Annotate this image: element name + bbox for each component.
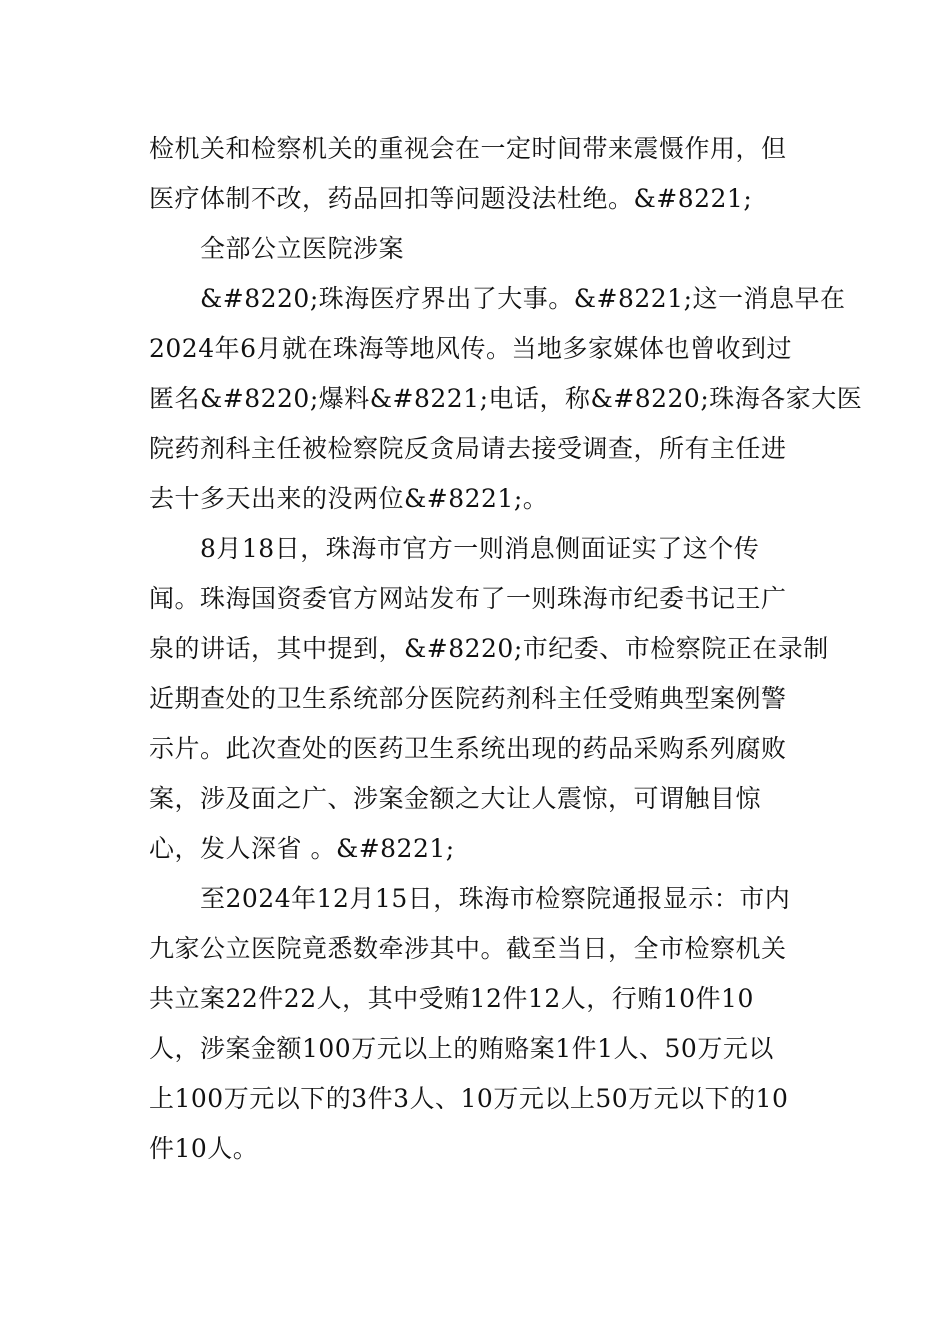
text-line: 匿名&#8220;爆料&#8221;电话，称&#8220;珠海各家大医 (149, 384, 863, 413)
text-line: 九家公立医院竟悉数牵涉其中。截至当日，全市检察机关 (149, 934, 787, 963)
text-line: 件10人。 (149, 1134, 259, 1163)
text-line: 泉的讲话，其中提到，&#8220;市纪委、市检察院正在录制 (149, 634, 829, 663)
text-line: 院药剂科主任被检察院反贪局请去接受调查，所有主任进 (149, 434, 787, 463)
text-line: 8月18日，珠海市官方一则消息侧面证实了这个传 (200, 534, 760, 563)
text-line: 检机关和检察机关的重视会在一定时间带来震慑作用，但 (149, 134, 787, 163)
section-heading: 全部公立医院涉案 (200, 234, 405, 263)
text-line: 案，涉及面之广、涉案金额之大让人震惊，可谓触目惊 (149, 784, 762, 813)
text-line: 心，发人深省 。&#8221; (149, 834, 455, 863)
text-line: 2024年6月就在珠海等地风传。当地多家媒体也曾收到过 (149, 334, 793, 363)
text-line: 示片。此次查处的医药卫生系统出现的药品采购系列腐败 (149, 734, 787, 763)
text-line: 共立案22件22人，其中受贿12件12人，行贿10件10 (149, 984, 754, 1013)
text-line: 近期查处的卫生系统部分医院药剂科主任受贿典型案例警 (149, 684, 787, 713)
text-line: &#8220;珠海医疗界出了大事。&#8221;这一消息早在 (200, 284, 846, 313)
text-line: 至2024年12月15日，珠海市检察院通报显示：市内 (200, 884, 791, 913)
text-line: 去十多天出来的没两位&#8221;。 (149, 484, 549, 513)
text-line: 医疗体制不改，药品回扣等问题没法杜绝。&#8221; (149, 184, 753, 213)
text-line: 闻。珠海国资委官方网站发布了一则珠海市纪委书记王广 (149, 584, 787, 613)
text-line: 人，涉案金额100万元以上的贿赂案1件1人、50万元以 (149, 1034, 774, 1063)
text-line: 上100万元以下的3件3人、10万元以上50万元以下的10 (149, 1084, 789, 1113)
